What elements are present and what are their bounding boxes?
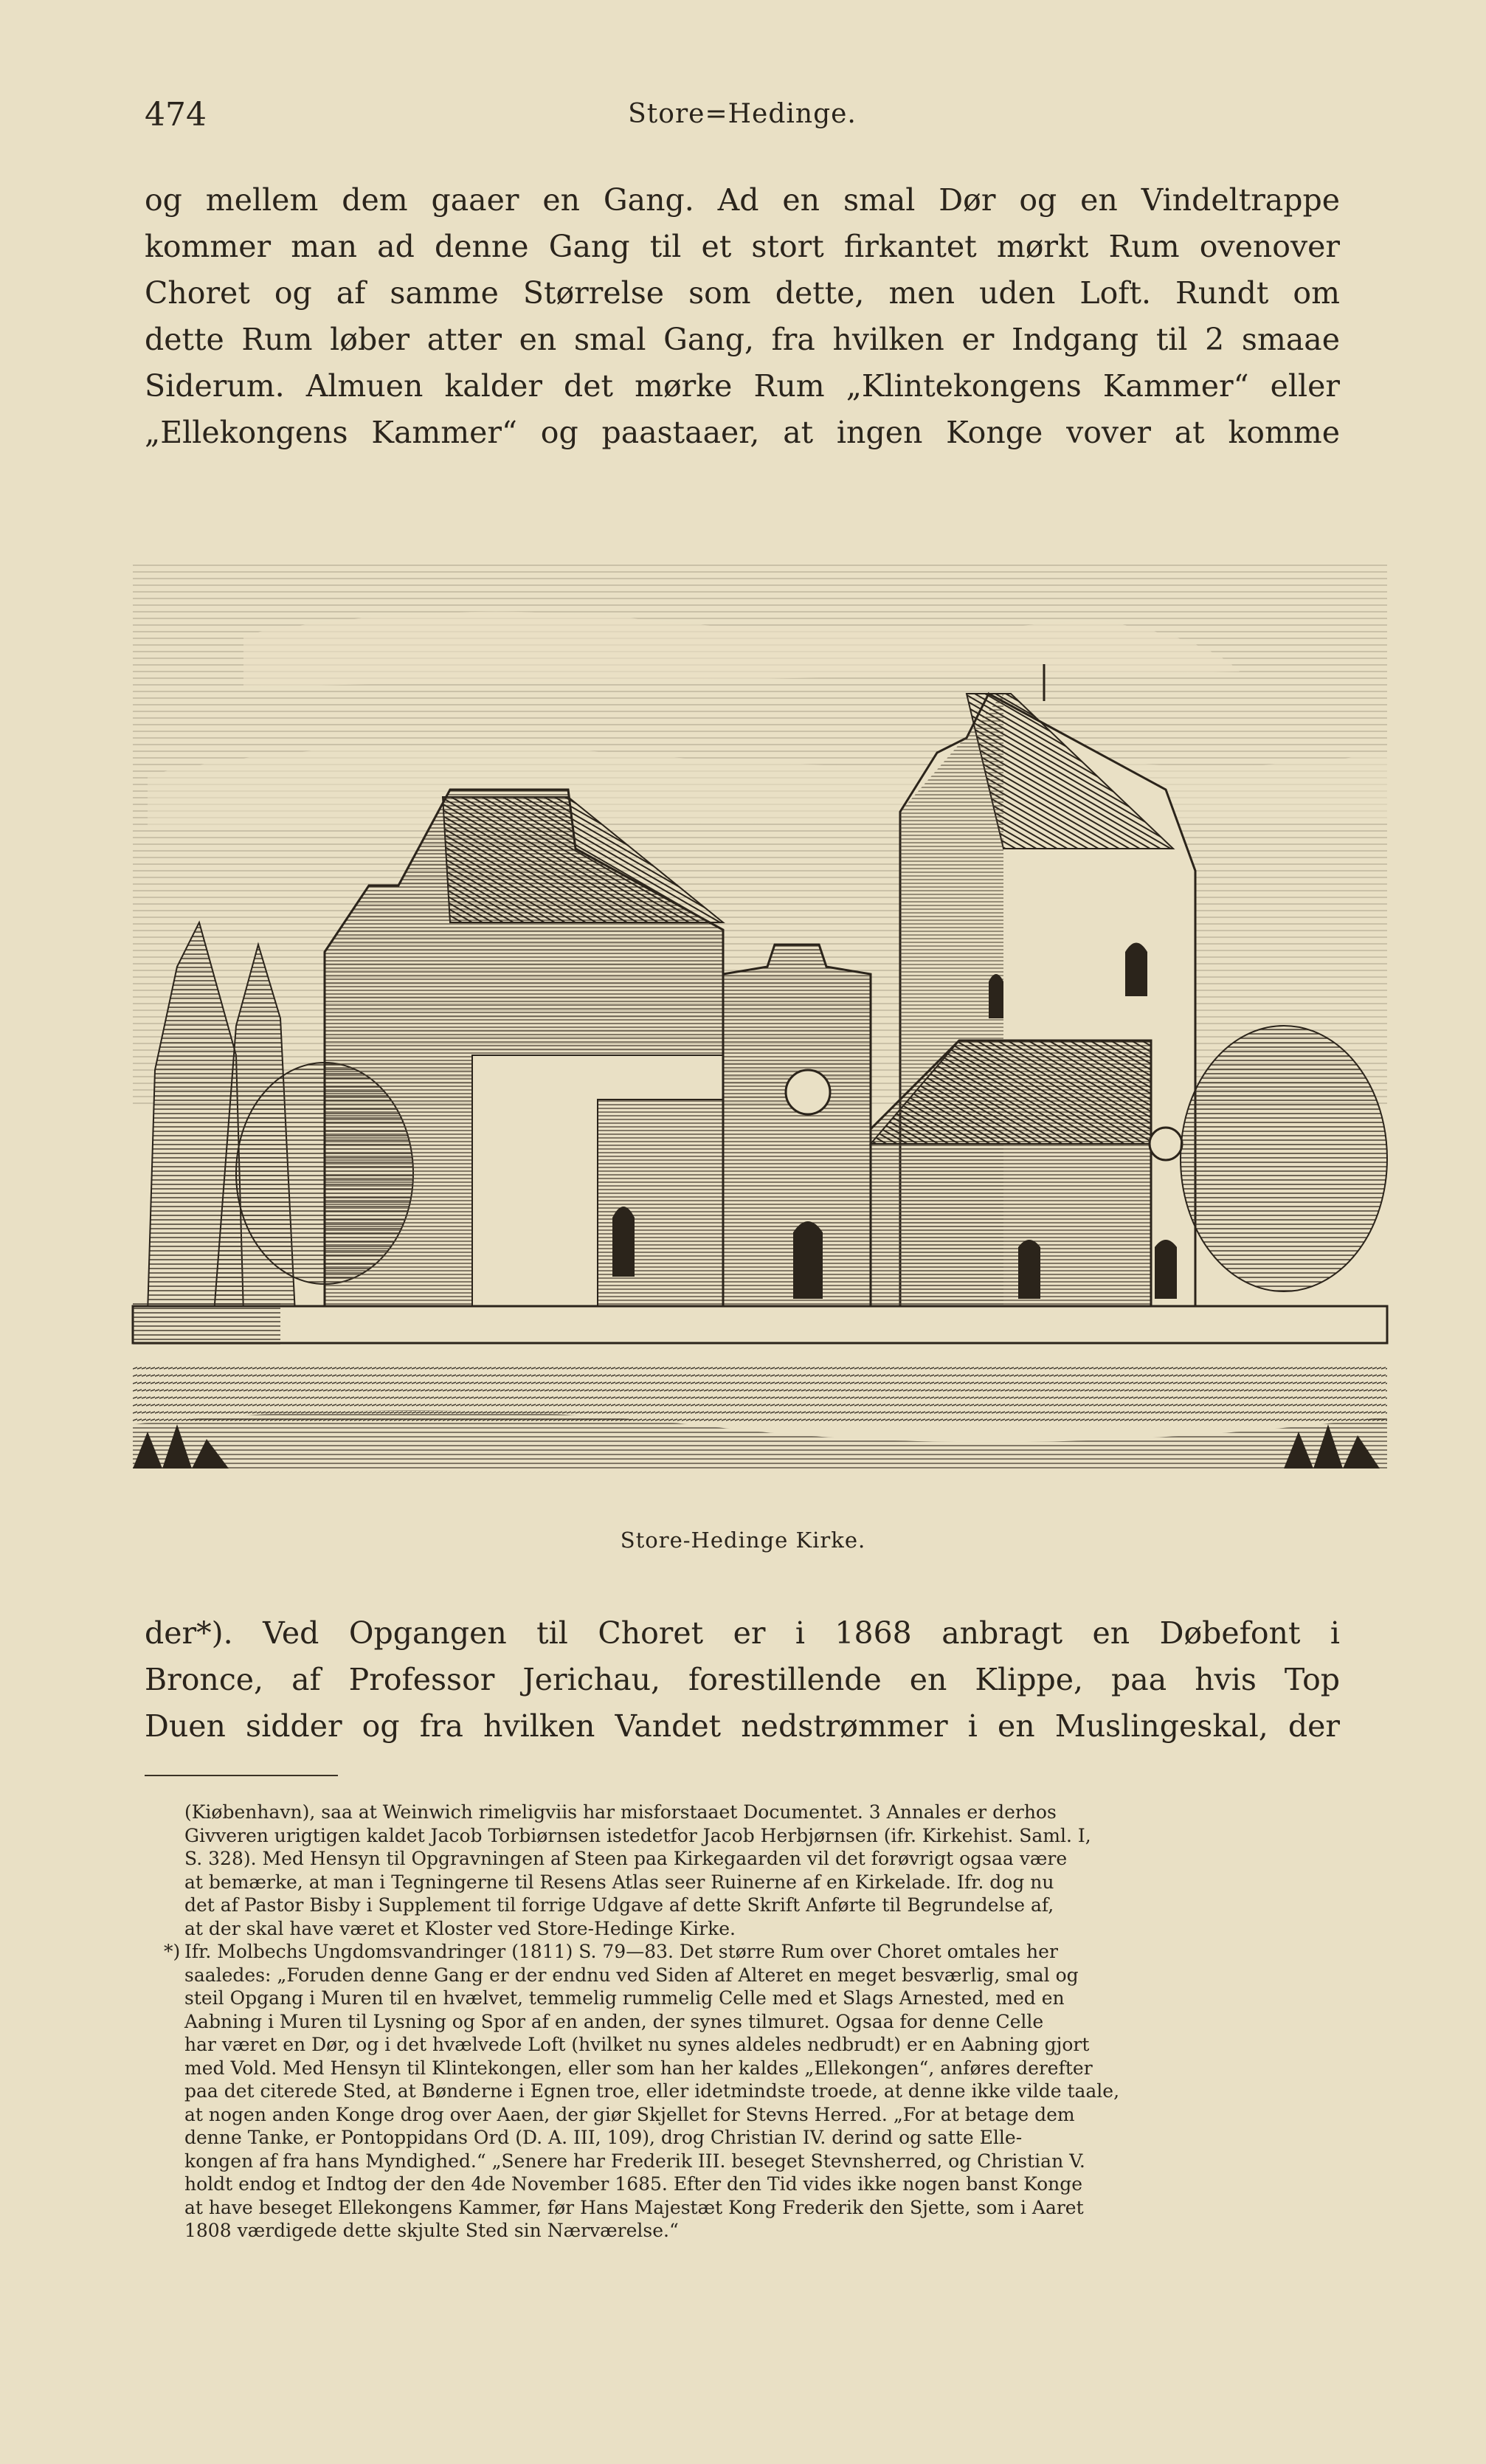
footnote-line: det af Pastor Bisby i Supplement til forrige Udgave af dette Skrift Anførte til Begrundelse af, <box>184 1894 1054 1916</box>
footnote-line: steil Opgang i Muren til en hvælvet, temmelig rummelig Celle med et Slags Arnested, med en <box>184 1987 1065 2009</box>
footnote-line: har været en Dør, og i det hvælvede Loft (hvilket nu synes aldeles nedbrudt) er en Aabning gjort <box>184 2034 1090 2055</box>
footnote-line: paa det citerede Sted, at Bønderne i Egnen troe, eller idetmindste troede, at denne ikke vilde taale, <box>184 2080 1120 2102</box>
footnote-line: med Vold. Med Hensyn til Klintekongen, eller som han her kaldes „Ellekongen“, anføres derefter <box>184 2057 1093 2079</box>
text-line: og mellem dem gaaer en Gang. Ad en smal Dør og en Vindeltrappe <box>145 182 1340 218</box>
text-line: Choret og af samme Størrelse som dette, men uden Loft. Rundt om <box>145 275 1340 311</box>
text-line: dette Rum løber atter en smal Gang, fra hvilken er Indgang til 2 smaae <box>145 322 1340 357</box>
footnote-text: Ifr. Molbechs Ungdomsvandringer (1811) S. 79—83. Det større Rum over Choret omtales her <box>184 1941 1058 1962</box>
text-line: Siderum. Almuen kalder det mørke Rum „Klintekongens Kammer“ eller <box>145 368 1340 404</box>
footnote-line: 1808 værdigede dette skjulte Sted sin Nærværelse.“ <box>184 2220 679 2241</box>
text-line: Bronce, af Professor Jerichau, forestillende en Klippe, paa hvis Top <box>145 1662 1340 1697</box>
footnote-line: Givveren urigtigen kaldet Jacob Torbiørnsen istedetfor Jacob Herbjørnsen (ifr. Kirkehist. Saml. I, <box>184 1824 1091 1846</box>
footnote-line <box>164 1940 1343 1964</box>
footnote-line: S. 328). Med Hensyn til Opgravningen af Steen paa Kirkegaarden vil det forøvrigt ogsaa være <box>184 1848 1068 1869</box>
footnote-line: (Kiøbenhavn), saa at Weinwich rimeligviis har misforstaaet Documentet. 3 Annales er derhos <box>184 1801 1057 1823</box>
footnote-line: at bemærke, at man i Tegningerne til Resens Atlas seer Ruinerne af en Kirkelade. Ifr. dog nu <box>184 1871 1054 1893</box>
text-line: Duen sidder og fra hvilken Vandet nedstrømmer i en Muslingeskal, der <box>145 1708 1340 1744</box>
footnote-line: denne Tanke, er Pontoppidans Ord (D. A. III, 109), drog Christian IV. derind og satte Elle- <box>184 2127 1023 2148</box>
footnote-line: Aabning i Muren til Lysning og Spor af en anden, der synes tilmuret. Ogsaa for denne Celle <box>184 2010 1044 2032</box>
church-engraving-art <box>133 509 1387 1505</box>
footnote-line: at der skal have været et Kloster ved Store-Hedinge Kirke. <box>184 1917 736 1939</box>
illustration-caption: Store-Hedinge Kirke. <box>620 1528 866 1553</box>
footnote-line: kongen af fra hans Myndighed.“ „Senere har Frederik III. beseget Stevnsherred, og Christian V. <box>184 2150 1085 2172</box>
footnote-rule <box>145 1775 338 1776</box>
text-line: der*). Ved Opgangen til Choret er i 1868 anbragt en Døbefont i <box>145 1615 1340 1651</box>
text-line: „Ellekongens Kammer“ og paastaaer, at ingen Konge vover at komme <box>145 415 1340 450</box>
body-text-top <box>145 177 1340 456</box>
footnote-marker: *) <box>164 1941 181 1962</box>
footnote-line: holdt endog et Indtog der den 4de November 1685. Efter den Tid vides ikke nogen banst Konge <box>184 2173 1083 2195</box>
running-head: Store=Hedinge. <box>628 99 857 129</box>
footnotes <box>164 1801 1343 2243</box>
page-header <box>145 96 1340 140</box>
footnote-line: at nogen anden Konge drog over Aaen, der giør Skjellet for Stevns Herred. „For at betage dem <box>184 2103 1075 2125</box>
body-text-bottom <box>145 1610 1340 1750</box>
page-number: 474 <box>145 96 207 134</box>
footnote-line: at have beseget Ellekongens Kammer, før Hans Majestæt Kong Frederik den Sjette, som i Aaret <box>184 2196 1084 2218</box>
footnote-line: saaledes: „Foruden denne Gang er der endnu ved Siden af Alteret en meget besværlig, smal og <box>184 1964 1079 1986</box>
text-line: kommer man ad denne Gang til et stort firkantet mørkt Rum ovenover <box>145 229 1340 264</box>
church-engraving <box>133 509 1387 1505</box>
